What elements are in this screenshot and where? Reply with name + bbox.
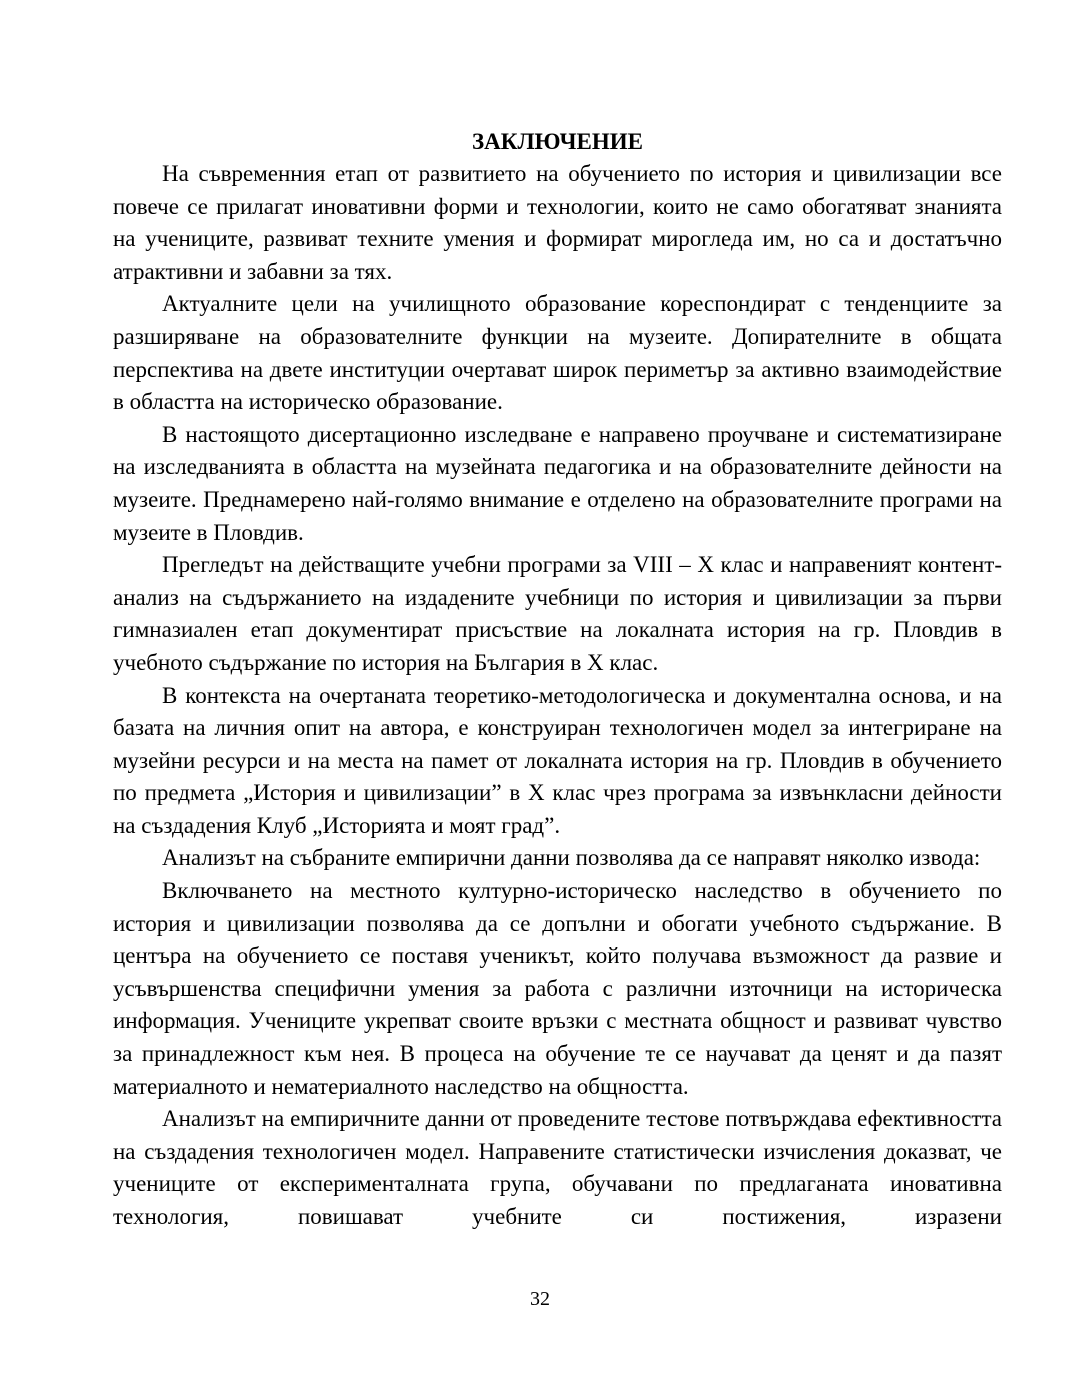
document-page (113, 126, 1002, 1234)
paragraph-5: В контекста на очертаната теоретико-методологическа и документална основа, и на базата на личния опит на автора, е конструиран технологичен модел за интегриране на музейни ресурси и на места на памет от локалната история на гр. Пловдив в обучението по предмета „История и цивилизации” в X клас чрез програма за извънкласни дейности на създадения Клуб „Историята и моят град”. (113, 682, 1002, 838)
paragraph-6: Анализът на събраните емпирични данни позволява да се направят няколко извода: (162, 845, 981, 871)
paragraph-4: Прегледът на действащите учебни програми за VIII – X клас и направеният контент-анализ на съдържанието на издадените учебници по история и цивилизации за първи гимназиален етап документират присъствие на локалната история на гр. Пловдив в учебното съдържание по история на България в X клас. (113, 552, 1002, 675)
paragraph-3: В настоящото дисертационно изследване е направено проучване и систематизиране на изследванията в областта на музейната педагогика и на образователните дейности на музеите. Преднамерено най-голямо внимание е отделено на образователните програми на музеите в Пловдив. (113, 421, 1002, 545)
paragraph-1: На съвременния етап от развитието на обучението по история и цивилизации все повече се прилагат иновативни форми и технологии, които не само обогатяват знанията на учениците, развиват техните умения и формират мирогледа им, но са и достатъчно атрактивни и забавни за тях. (113, 161, 1002, 284)
paragraph-8: Анализът на емпиричните данни от проведените тестове потвърждава ефективността на създадения технологичен модел. Направените статистически изчисления доказват, че учениците от експерименталната група, обучавани по предлаганата иновативна технология, повишават учебните си постижения, изразени (113, 1106, 1002, 1229)
section-title: ЗАКЛЮЧЕНИЕ (472, 129, 643, 154)
paragraph-7: Включването на местното културно-историческо наследство в обучението по история и цивилизации позволява да се допълни и обогати учебното съдържание. В центъра на обучението се поставя ученикът, който получава възможност да развие и усъвършенства специфични умения за работа с различни източници на историческа информация. Учениците укрепват своите връзки с местната общност и развиват чувство за принадлежност към нея. В процеса на обучение те се научават да ценят и да пазят материалното и нематериалното наследство на общността. (113, 878, 1002, 1099)
paragraph-2: Актуалните цели на училищното образование кореспондират с тенденциите за разширяване на образователните функции на музеите. Допирателните в общата перспектива на двете институции очертават широк периметър за активно взаимодействие в областта на историческо образование. (113, 291, 1002, 415)
page-number: 32 (530, 1288, 550, 1310)
